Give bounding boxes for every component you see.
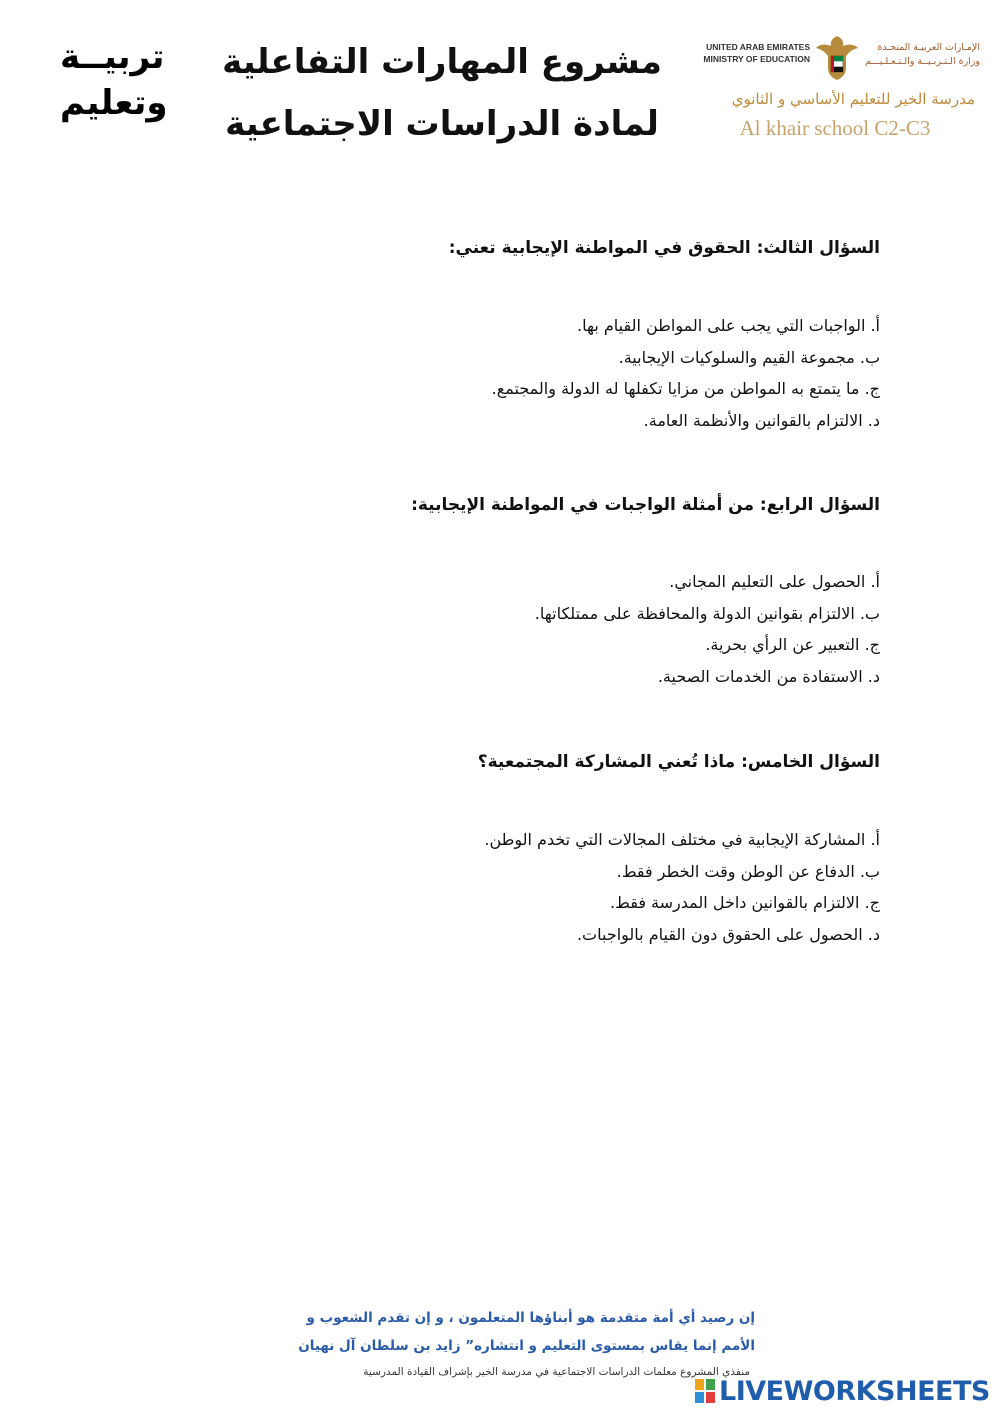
liveworksheets-logo[interactable] bbox=[694, 1374, 990, 1408]
uae-emblem-icon bbox=[812, 32, 862, 84]
answer-options bbox=[300, 310, 880, 436]
school-name-ar: مدرسة الخير للتعليم الأساسي و الثانوي bbox=[731, 90, 975, 108]
tarbiya-logo-line1: تربيــة bbox=[60, 37, 165, 77]
page-title-line1: مشروع المهارات التفاعلية bbox=[222, 42, 662, 82]
answer-option[interactable]: ج. ما يتمتع به المواطن من مزايا تكفلها له الدولة والمجتمع. bbox=[491, 379, 880, 398]
answer-option[interactable]: ب. مجموعة القيم والسلوكيات الإيجابية. bbox=[618, 347, 880, 367]
answer-options bbox=[300, 566, 880, 692]
answer-option[interactable]: ب. الالتزام بقوانين الدولة والمحافظة على ممتلكاتها. bbox=[534, 603, 880, 623]
tarbiya-logo-line2: وتعليم bbox=[60, 83, 168, 123]
zayed-quote-line1: إن رصيد أي أمة متقدمة هو أبناؤها المتعلمون ، و إن تقدم الشعوب و bbox=[306, 1310, 755, 1326]
ministry-name-en-line1: UNITED ARAB EMIRATES bbox=[706, 42, 810, 52]
answer-option[interactable]: د. الالتزام بالقوانين والأنظمة العامة. bbox=[643, 410, 880, 430]
liveworksheets-icon bbox=[694, 1378, 716, 1404]
answer-option[interactable]: أ. الحصول على التعليم المجاني. bbox=[669, 572, 880, 591]
answer-option[interactable]: أ. المشاركة الإيجابية في مختلف المجالات التي تخدم الوطن. bbox=[484, 830, 880, 849]
liveworksheets-wordmark: LIVEWORKSHEETS bbox=[719, 1375, 990, 1407]
question-title: السؤال الثالث: الحقوق في المواطنة الإيجابية تعني: bbox=[448, 238, 880, 258]
answer-option[interactable]: ج. الالتزام بالقوانين داخل المدرسة فقط. bbox=[609, 893, 880, 912]
answer-option[interactable]: ج. التعبير عن الرأي بحرية. bbox=[705, 635, 880, 654]
zayed-quote-line2: الأمم إنما يقاس بمستوى التعليم و انتشاره” زايد بن سلطان آل نهيان bbox=[298, 1338, 755, 1354]
answer-option[interactable]: أ. الواجبات التي يجب على المواطن القيام بها. bbox=[577, 316, 880, 335]
question-title: السؤال الرابع: من أمثلة الواجبات في المواطنة الإيجابية: bbox=[411, 495, 880, 515]
ministry-name-ar-line2: وزارة الـتـربـيــة والـتـعـلـيـــم bbox=[865, 56, 980, 67]
answer-options bbox=[300, 824, 880, 950]
project-credit: منفذي المشروع معلمات الدراسات الاجتماعية في مدرسة الخير بإشراف القيادة المدرسية bbox=[363, 1366, 750, 1378]
question-title: السؤال الخامس: ماذا تُعني المشاركة المجتمعية؟ bbox=[477, 752, 880, 772]
answer-option[interactable]: د. الاستفادة من الخدمات الصحية. bbox=[657, 666, 880, 686]
answer-option[interactable]: د. الحصول على الحقوق دون القيام بالواجبات. bbox=[576, 924, 880, 944]
school-name-en: Al khair school C2-C3 bbox=[739, 116, 931, 140]
ministry-name-en-line2: MINISTRY OF EDUCATION bbox=[703, 54, 810, 64]
answer-option[interactable]: ب. الدفاع عن الوطن وقت الخطر فقط. bbox=[616, 861, 880, 881]
ministry-name-ar-line1: الإمـارات العربيـة المتحـدة bbox=[877, 42, 980, 53]
page-title-line2: لمادة الدراسات الاجتماعية bbox=[225, 104, 659, 144]
